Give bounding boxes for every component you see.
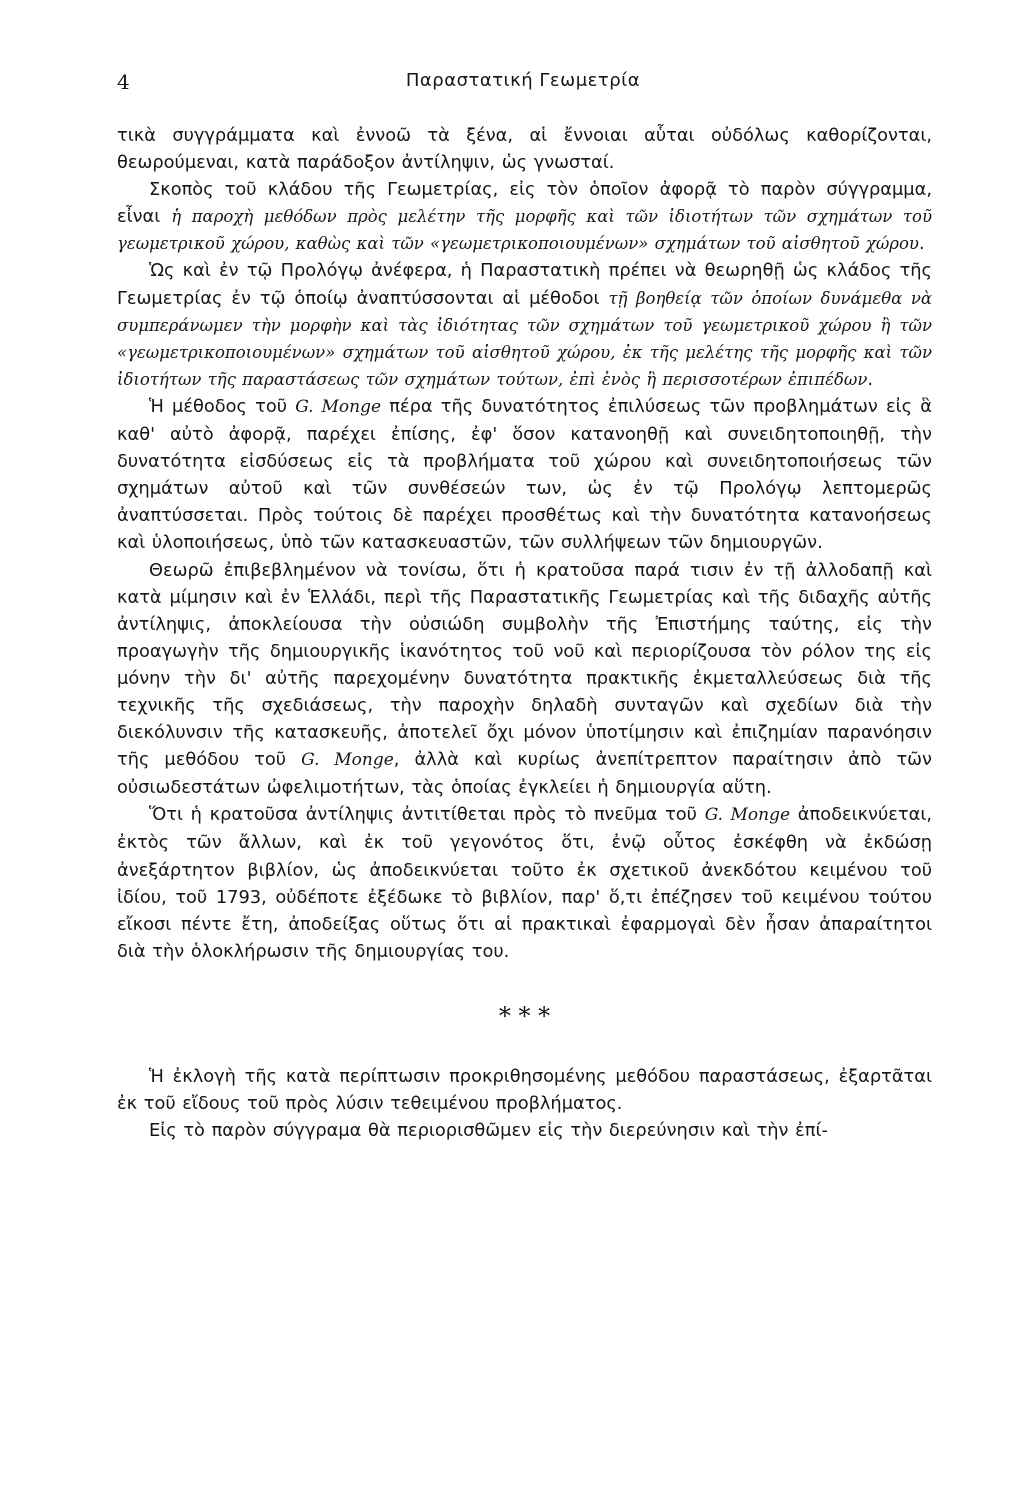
paragraph-method <box>117 393 932 557</box>
text-run: Ἡ μέθοδος τοῦ <box>149 395 296 417</box>
text-run: Σκοπὸς τοῦ κλάδου τῆς Γεωμετρίας, εἰς τὸν ὁποῖον ἀφορᾷ τὸ παρὸν σύγγραμμα, εἶναι <box>117 179 932 228</box>
text-run: Ὅτι ἡ κρατοῦσα ἀντίληψις ἀντιτίθεται πρὸς τὸ πνεῦμα τοῦ <box>149 804 705 826</box>
section-separator: * * * <box>498 1001 551 1030</box>
page-header <box>117 70 929 100</box>
text-run: ἀποδεικνύεται, ἐκτὸς τῶν ἄλλων, καὶ ἐκ τοῦ γεγονότος ὅτι, ἐνῷ οὗτος ἐσκέφθη νὰ ἐκδώσῃ ἀνεξάρτητον βιβλίον, ὡς ἀποδεικνύεται τοῦτο ἐκ σχετικοῦ ἀνεκδότου κειμένου τοῦ ἰδίου, τοῦ 1793, οὐδέποτε ἐξέδωκε τὸ βιβλίον, παρ' ὅ,τι ἐπέζησεν τοῦ κειμένου τούτου εἴκοσι πέντε ἔτη, ἀποδείξας οὕτως ὅτι αἱ πρακτικαὶ ἐφαρμογαὶ δὲν ἦσαν ἀπαραίτητοι διὰ τὴν ὁλοκλήρωσιν τῆς δημιουργίας του. <box>117 804 932 962</box>
paragraph-choice: Ἡ ἐκλογὴ τῆς κατὰ περίπτωσιν προκριθησομένης μεθόδου παραστάσεως, ἐξαρτᾶται ἐκ τοῦ εἴδους τοῦ πρὸς λύσιν τεθειμένου προβλήματος. <box>117 1065 932 1114</box>
author-name: G. Monge <box>704 805 791 826</box>
paragraph-prologue <box>117 257 932 392</box>
italic-definition: ἡ παροχὴ μεθόδων πρὸς μελέτην τῆς μορφῆς καὶ τῶν ἰδιοτήτων τῶν σχημάτων τοῦ γεωμετρικοῦ χώρου, καθὼς καὶ τῶν «γεωμετρικοποιουμένων» σχημάτων τοῦ αἰσθητοῦ χώρου <box>117 207 932 254</box>
page-number: 4 <box>117 70 130 94</box>
text-run: πέρα τῆς δυνατότητος ἐπιλύσεως τῶν προβλημάτων εἰς ἃ καθ' αὐτὸ ἀφορᾷ, παρέχει ἐπίσης, ἐφ' ὅσον κατανοηθῇ καὶ συνειδητοποιηθῇ, τὴν δυνατότητα εἰσδύσεως εἰς τὰ προβλήματα τοῦ χώρου καὶ συνειδητοποιήσεως τῶν σχημάτων αὐτοῦ καὶ τῶν συνθέσεών των, ὡς ἐν τῷ Προλόγῳ λεπτομερῶς ἀναπτύσσεται. Πρὸς τούτοις δὲ παρέχει προσθέτως καὶ τὴν δυνατότητα κατανοήσεως καὶ ὑλοποιήσεως, ὑπὸ τῶν κατασκευαστῶν, τῶν συλλήψεων τῶν δημιουργῶν. <box>117 395 932 554</box>
author-name: G. Monge <box>295 396 382 417</box>
paragraph-proof <box>117 801 932 965</box>
body-text <box>117 122 932 1144</box>
author-name: G. Monge <box>301 750 394 771</box>
text-run: Θεωρῶ ἐπιβεβλημένον νὰ τονίσω, ὅτι ἡ κρατοῦσα παρά τισιν ἐν τῇ ἀλλοδαπῇ καὶ κατὰ μίμησιν καὶ ἐν Ἑλλάδι, περὶ τῆς Παραστατικῆς Γεωμετρίας καὶ τῆς διδαχῆς αὐτῆς ἀντίληψις, ἀποκλείουσα τὴν οὐσιώδη συμβολὴν τῆς Ἐπιστήμης ταύτης, εἰς τὴν προαγωγὴν τῆς δημιουργικῆς ἱκανότητος τοῦ νοῦ καὶ περιορίζουσα τὸν ρόλον της εἰς μόνην τὴν δι' αὐτῆς παρεχομένην δυνατότητα πρακτικῆς ἐκμεταλλεύσεως διὰ τῆς τεχνικῆς τῆς σχεδιάσεως, τὴν παροχὴν δηλαδὴ συνταγῶν καὶ σχεδίων διὰ τὴν διεκόλυνσιν τῆς κατασκευῆς, ἀποτελεῖ ὄχι μόνον ὑποτίμησιν καὶ ἐπιζημίαν παρανόησιν τῆς μεθόδου τοῦ <box>117 559 932 771</box>
text-run: . <box>918 233 925 255</box>
paragraph-continuation: τικὰ συγγράμματα καὶ ἐννοῶ τὰ ξένα, αἱ ἔννοιαι αὗται οὐδόλως καθορίζονται, θεωρούμεναι, κατὰ παράδοξον ἀντίληψιν, ὡς γνωσταί. <box>117 125 932 174</box>
running-title: Παραστατική Γεωμετρία <box>405 70 641 91</box>
italic-definition: τῇ βοηθείᾳ τῶν ὁποίων δυνάμεθα νὰ συμπεράνωμεν τὴν μορφὴν καὶ τὰς ἰδιότητας τῶν σχημάτων τοῦ γεωμετρικοῦ χώρου ἢ τῶν «γεωμετρικοποιουμένων» σχημάτων τοῦ αἰσθητοῦ χώρου, ἐκ τῆς μελέτης τῆς μορφῆς καὶ τῶν ἰδιοτήτων τῆς παραστάσεως τῶν σχημάτων τούτων, ἐπὶ ἑνὸς ἢ περισσοτέρων ἐπιπέδων <box>117 288 932 389</box>
paragraph-purpose <box>117 176 932 257</box>
text-run: . <box>867 368 874 390</box>
text-run: Ὡς καὶ ἐν τῷ Προλόγῳ ἀνέφερα, ἡ Παραστατικὴ πρέπει νὰ θεωρηθῇ ὡς κλάδος τῆς Γεωμετρίας ἐν τῷ ὁποίῳ ἀναπτύσσονται αἱ μέθοδοι <box>117 260 932 309</box>
paragraph-scope: Εἰς τὸ παρὸν σύγγραμα θὰ περιορισθῶμεν εἰς τὴν διερεύνησιν καὶ τὴν ἐπί- <box>149 1120 828 1142</box>
text-run: , ἀλλὰ καὶ κυρίως ἀνεπίτρεπτον παραίτησιν ἀπὸ τῶν οὐσιωδεστάτων ὠφελιμοτήτων, τὰς ὁποίας ἐγκλείει ἡ δημιουργία αὕτη. <box>117 749 932 799</box>
paragraph-emphasis <box>117 557 932 802</box>
